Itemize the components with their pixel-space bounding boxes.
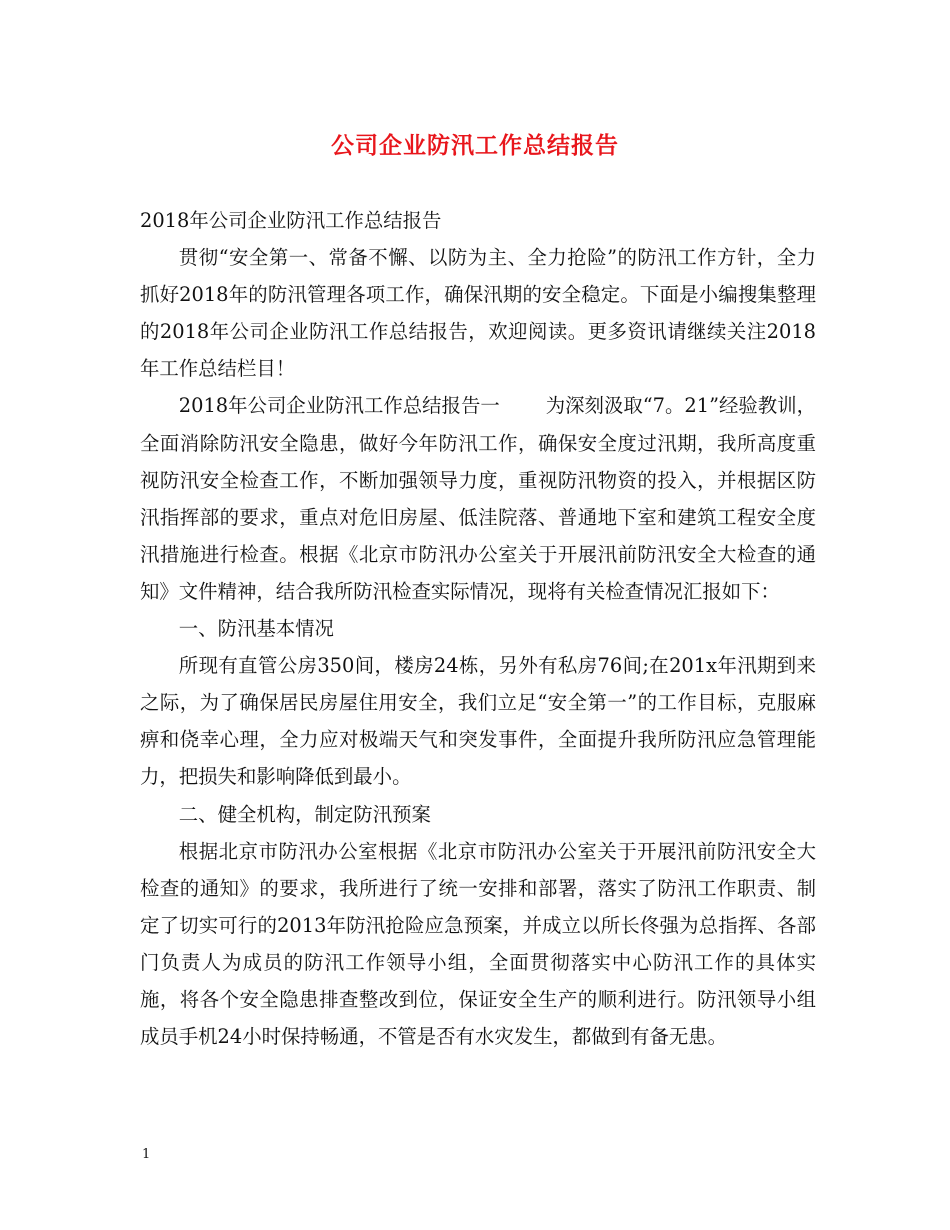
section-one-body: 为深刻汲取“7。21”经验教训，全面消除防汛安全隐患，做好今年防汛工作，确保安全度过汛期，我所高度重视防汛安全检查工作，不断加强领导力度，重视防汛物资的投入，并根据区防汛指挥部的要求，重点对危旧房屋、低洼院落、普通地下室和建筑工程安全度汛措施进行检查。根据《北京市防汛办公室关于开展汛前防汛安全大检查的通知》文件精神，结合我所防汛检查实际情况，现将有关检查情况汇报如下： bbox=[140, 394, 816, 603]
page-number: 1 bbox=[142, 1147, 151, 1162]
section-one-heading: 2018年公司企业防汛工作总结报告一 bbox=[178, 394, 500, 418]
section-heading-organization: 二、健全机构，制定防汛预案 bbox=[178, 802, 431, 826]
document-title: 公司企业防汛工作总结报告 bbox=[331, 132, 619, 159]
basic-situation-paragraph: 所现有直管公房350间，楼房24栋，另外有私房76间;在201x年汛期到来之际，为了确保居民房屋住用安全，我们立足“安全第一”的工作目标，克服麻痹和侥幸心理，全力应对极端天气和突发事件，全面提升我所防汛应急管理能力，把损失和影响降低到最小。 bbox=[140, 654, 816, 789]
document-subtitle: 2018年公司企业防汛工作总结报告 bbox=[140, 209, 442, 232]
document-body bbox=[140, 202, 816, 1055]
section-heading-basic-situation: 一、防汛基本情况 bbox=[178, 617, 334, 641]
intro-paragraph: 贯彻“安全第一、常备不懈、以防为主、全力抢险”的防汛工作方针，全力抓好2018年的防汛管理各项工作，确保汛期的安全稳定。下面是小编搜集整理的2018年公司企业防汛工作总结报告，欢迎阅读。更多资讯请继续关注2018年工作总结栏目！ bbox=[140, 246, 816, 381]
section-one-paragraph bbox=[140, 387, 816, 610]
organization-paragraph: 根据北京市防汛办公室根据《北京市防汛办公室关于开展汛前防汛安全大检查的通知》的要求，我所进行了统一安排和部署，落实了防汛工作职责、制定了切实可行的2013年防汛抢险应急预案，并成立以所长佟强为总指挥、各部门负责人为成员的防汛工作领导小组，全面贯彻落实中心防汛工作的具体实施，将各个安全隐患排查整改到位，保证安全生产的顺利进行。防汛领导小组成员手机24小时保持畅通，不管是否有水灾发生，都做到有备无患。 bbox=[140, 839, 816, 1049]
